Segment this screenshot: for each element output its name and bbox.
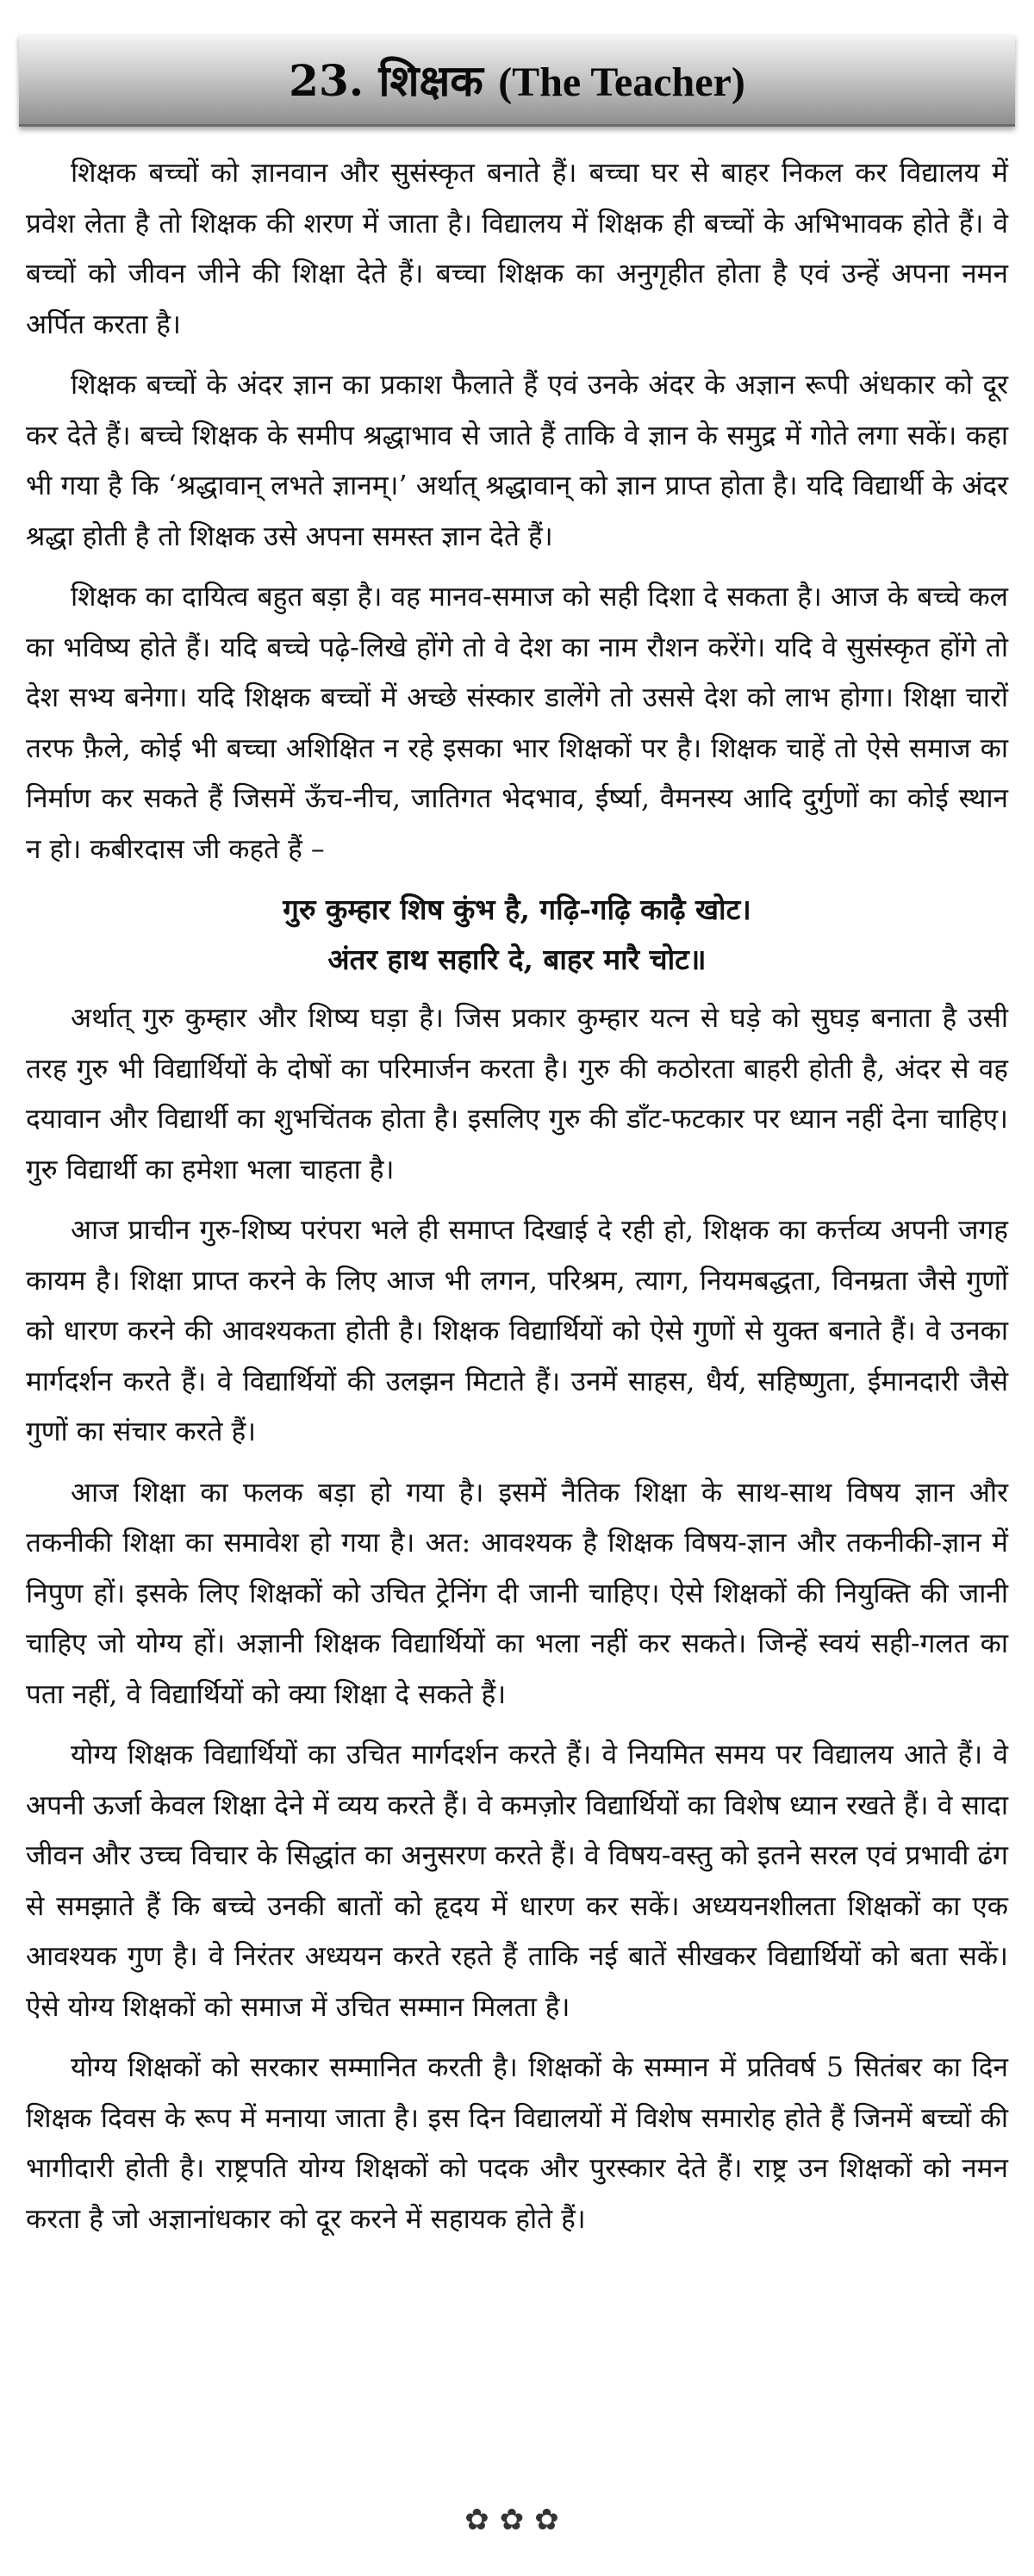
paragraph: योग्य शिक्षक विद्यार्थियों का उचित मार्गदर्शन करते हैं। वे नियमित समय पर विद्यालय आते हैं। वे अपनी ऊर्जा केवल शिक्षा देने में व्यय करते हैं। वे कमज़ोर विद्यार्थियों का विशेष ध्यान रखते हैं। वे सादा जीवन और उच्च विचार के सिद्धांत का अनुसरण करते हैं। वे विषय-वस्तु को इतने सरल एवं प्रभावी ढंग से समझाते हैं कि बच्चे उनकी बातों को हृदय में धारण कर सकें। अध्ययनशीलता शिक्षकों का एक आवश्यक गुण है। वे निरंतर अध्ययन करते रहते हैं ताकि नई बातें सीखकर विद्यार्थियों को बता सकें। ऐसे योग्य शिक्षकों को समाज में उचित सम्मान मिलता है। xyxy=(26,1739,1008,2023)
title-hindi: 23. शिक्षक xyxy=(289,55,483,106)
paragraph: आज प्राचीन गुरु-शिष्य परंपरा भले ही समाप्त दिखाई दे रही हो, शिक्षक का कर्त्तव्य अपनी जगह कायम है। शिक्षा प्राप्त करने के लिए आज भी लगन, परिश्रम, त्याग, नियमबद्धता, विनम्रता जैसे गुणों को धारण करने की आवश्यकता होती है। शिक्षक विद्यार्थियों को ऐसे गुणों से युक्त बनाते हैं। वे उनका मार्गदर्शन करते हैं। वे विद्यार्थियों की उलझन मिटाते हैं। उनमें साहस, धैर्य, सहिष्णुता, ईमानदारी जैसे गुणों का संचार करते हैं। xyxy=(26,1215,1008,1447)
paragraph: आज शिक्षा का फलक बड़ा हो गया है। इसमें नैतिक शिक्षा के साथ-साथ विषय ज्ञान और तकनीकी शिक्षा का समावेश हो गया है। अत: आवश्यक है शिक्षक विषय-ज्ञान और तकनीकी-ज्ञान में निपुण हों। इसके लिए शिक्षकों को उचित ट्रेनिंग दी जानी चाहिए। ऐसे शिक्षकों की नियुक्ति की जानी चाहिए जो योग्य हों। अज्ञानी शिक्षक विद्यार्थियों का भला नहीं कर सकते। जिन्हें स्वयं सही-गलत का पता नहीं, वे विद्यार्थियों को क्या शिक्षा दे सकते हैं। xyxy=(26,1477,1008,1710)
title-banner xyxy=(19,34,1015,127)
page-title xyxy=(289,50,745,109)
paragraph: योग्य शिक्षकों को सरकार सम्मानित करती है। शिक्षकों के सम्मान में प्रतिवर्ष 5 सितंबर का दिन शिक्षक दिवस के रूप में मनाया जाता है। इस दिन विद्यालयों में विशेष समारोह होते हैं जिनमें बच्चों की भागीदारी होती है। राष्ट्रपति योग्य शिक्षकों को पदक और पुरस्कार देते हैं। राष्ट्र उन शिक्षकों को नमन करता है जो अज्ञानांधकार को दूर करने में सहायक होते हैं। xyxy=(26,2052,1008,2235)
couplet-line-1: गुरु कुम्हार शिष कुंभ है, गढ़ि-गढ़ि काढ़ै खोट। xyxy=(283,893,751,926)
couplet xyxy=(26,885,1008,985)
paragraph: शिक्षक का दायित्व बहुत बड़ा है। वह मानव-समाज को सही दिशा दे सकता है। आज के बच्चे कल का भविष्य होते हैं। यदि बच्चे पढ़े-लिखे होंगे तो वे देश का नाम रौशन करेंगे। यदि वे सुसंस्कृत होंगे तो देश सभ्य बनेगा। यदि शिक्षक बच्चों में अच्छे संस्कार डालेंगे तो उससे देश को लाभ होगा। शिक्षा चारों तरफ फ़ैले, कोई भी बच्चा अशिक्षित न रहे इसका भार शिक्षकों पर है। शिक्षक चाहें तो ऐसे समाज का निर्माण कर सकते हैं जिसमें ऊँच-नीच, जातिगत भेदभाव, ईर्ष्या, वैमनस्य आदि दुर्गुणों का कोई स्थान न हो। कबीरदास जी कहते हैं – xyxy=(26,582,1008,865)
paragraph: अर्थात् गुरु कुम्हार और शिष्य घड़ा है। जिस प्रकार कुम्हार यत्न से घड़े को सुघड़ बनाता है उसी तरह गुरु भी विद्यार्थियों के दोषों का परिमार्जन करता है। गुरु की कठोरता बाहरी होती है, अंदर से वह दयावान और विद्यार्थी का शुभचिंतक होता है। इसलिए गुरु की डाँट-फटकार पर ध्यान नहीं देना चाहिए। गुरु विद्यार्थी का हमेशा भला चाहता है। xyxy=(26,1003,1008,1185)
essay-body xyxy=(26,148,1008,2255)
paragraph: शिक्षक बच्चों के अंदर ज्ञान का प्रकाश फैलाते हैं एवं उनके अंदर के अज्ञान रूपी अंधकार को दूर कर देते हैं। बच्चे शिक्षक के समीप श्रद्धाभाव से जाते हैं ताकि वे ज्ञान के समुद्र में गोते लगा सकें। कहा भी गया है कि ‘श्रद्धावान् लभते ज्ञानम्।’ अर्थात् श्रद्धावान् को ज्ञान प्राप्त होता है। यदि विद्यार्थी के अंदर श्रद्धा होती है तो शिक्षक उसे अपना समस्त ज्ञान देते हैं। xyxy=(26,370,1008,552)
title-english: (The Teacher) xyxy=(498,59,745,105)
paragraph: शिक्षक बच्चों को ज्ञानवान और सुसंस्कृत बनाते हैं। बच्चा घर से बाहर निकल कर विद्यालय में प्रवेश लेता है तो शिक्षक की शरण में जाता है। विद्यालय में शिक्षक ही बच्चों के अभिभावक होते हैं। वे बच्चों को जीवन जीने की शिक्षा देते हैं। बच्चा शिक्षक का अनुगृहीत होता है एवं उन्हें अपना नमन अर्पित करता है। xyxy=(26,158,1008,340)
flower-ornament-icon: ✿✿✿ xyxy=(464,2503,570,2537)
couplet-line-2: अंतर हाथ सहारि दे, बाहर मारै चोट॥ xyxy=(327,943,707,976)
